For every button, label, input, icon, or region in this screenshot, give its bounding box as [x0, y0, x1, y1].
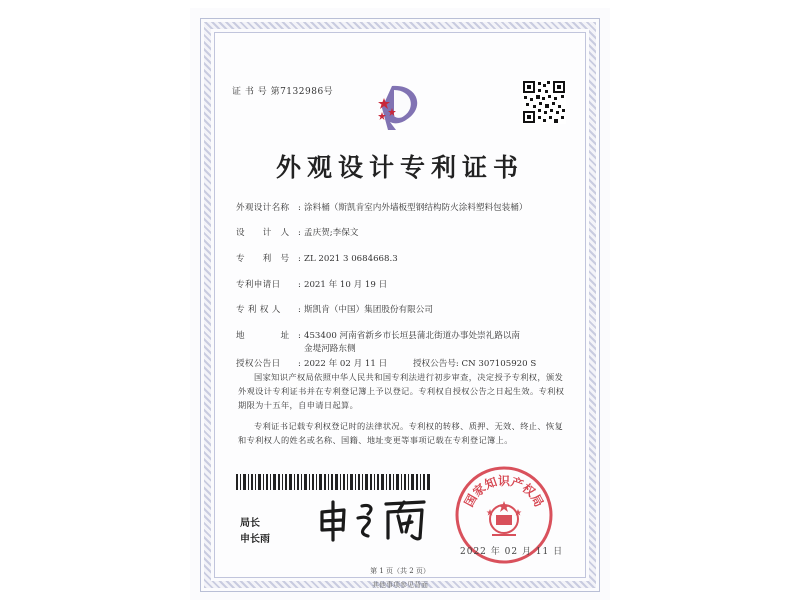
field-label: 外观设计名称 [236, 203, 290, 213]
field-address-line2: 金堤河路东侧 [304, 344, 356, 354]
field-address: 地 址 : 453400 河南省新乡市长垣县蒲北街道办事处崇礼路以南 [236, 331, 521, 341]
field-label: 专 利 号 [236, 254, 290, 264]
field-value: 2022 年 02 月 11 日 授权公告号: CN 307105920 S [304, 359, 537, 369]
body-paragraph: 国家知识产权局依照中华人民共和国专利法进行初步审查，决定授予专利权，颁发外观设计专利证书并在专利登记簿上予以登记。专利权自授权公告之日起生效。专利权期限为十五年，自申请日起算。 [238, 372, 565, 410]
field-designer: 设 计 人 : 孟庆贺;李保文 [236, 228, 359, 238]
field-patentee: 专 利 权 人 : 斯凯肯（中国）集团股份有限公司 [236, 305, 433, 315]
seal-text: 国家知识产权局 [461, 474, 547, 510]
handwritten-signature-icon [314, 496, 444, 544]
field-value: 453400 河南省新乡市长垣县蒲北街道办事处崇礼路以南 [304, 331, 521, 341]
cnipa-logo-icon [370, 78, 430, 138]
field-label: 专利申请日 [236, 280, 281, 290]
body-paragraph: 专利证书记载专利权登记时的法律状况。专利权的转移、质押、无效、终止、恢复和专利权人的姓名或名称、国籍、地址变更等事项记载在专利登记簿上。 [238, 421, 564, 445]
certificate-sheet [190, 8, 610, 600]
director-title: 局长 [240, 518, 260, 529]
page-indicator: 第 1 页（共 2 页） [370, 567, 430, 575]
field-design-name: 外观设计名称 : 涂料桶（斯凯肯室内外墙板型钢结构防火涂料塑料包装桶） [236, 203, 528, 213]
certificate-body [238, 370, 566, 454]
field-patent-number: 专 利 号 : ZL 2021 3 0684668.3 [236, 254, 398, 264]
seal-date: 2022 年 02 月 11 日 [460, 547, 564, 557]
field-value: ZL 2021 3 0684668.3 [304, 254, 398, 264]
field-value: 斯凯肯（中国）集团股份有限公司 [304, 305, 433, 315]
field-label: 设 计 人 [236, 228, 290, 238]
certificate-number: 证 书 号 第7132986号 [232, 87, 334, 97]
field-label: 地 址 [236, 331, 290, 341]
certificate-title: 外观设计专利证书 [275, 153, 524, 182]
qr-code-icon [522, 80, 566, 124]
director-name: 申长雨 [240, 534, 270, 545]
field-value: 涂料桶（斯凯肯室内外墙板型钢结构防火涂料塑料包装桶） [304, 203, 528, 213]
field-application-date: 专利申请日 : 2021 年 10 月 19 日 [236, 280, 388, 290]
barcode-icon [236, 474, 432, 490]
field-label: 授权公告日 [236, 359, 281, 369]
field-value: 2021 年 10 月 19 日 [304, 280, 388, 290]
field-value: 孟庆贺;李保文 [304, 228, 359, 238]
footer-note: 其他事项参见背面 [372, 581, 428, 589]
field-grant-date: 授权公告日 : 2022 年 02 月 11 日 授权公告号: CN 307105920 S [236, 359, 537, 369]
field-label: 专 利 权 人 [236, 305, 281, 315]
